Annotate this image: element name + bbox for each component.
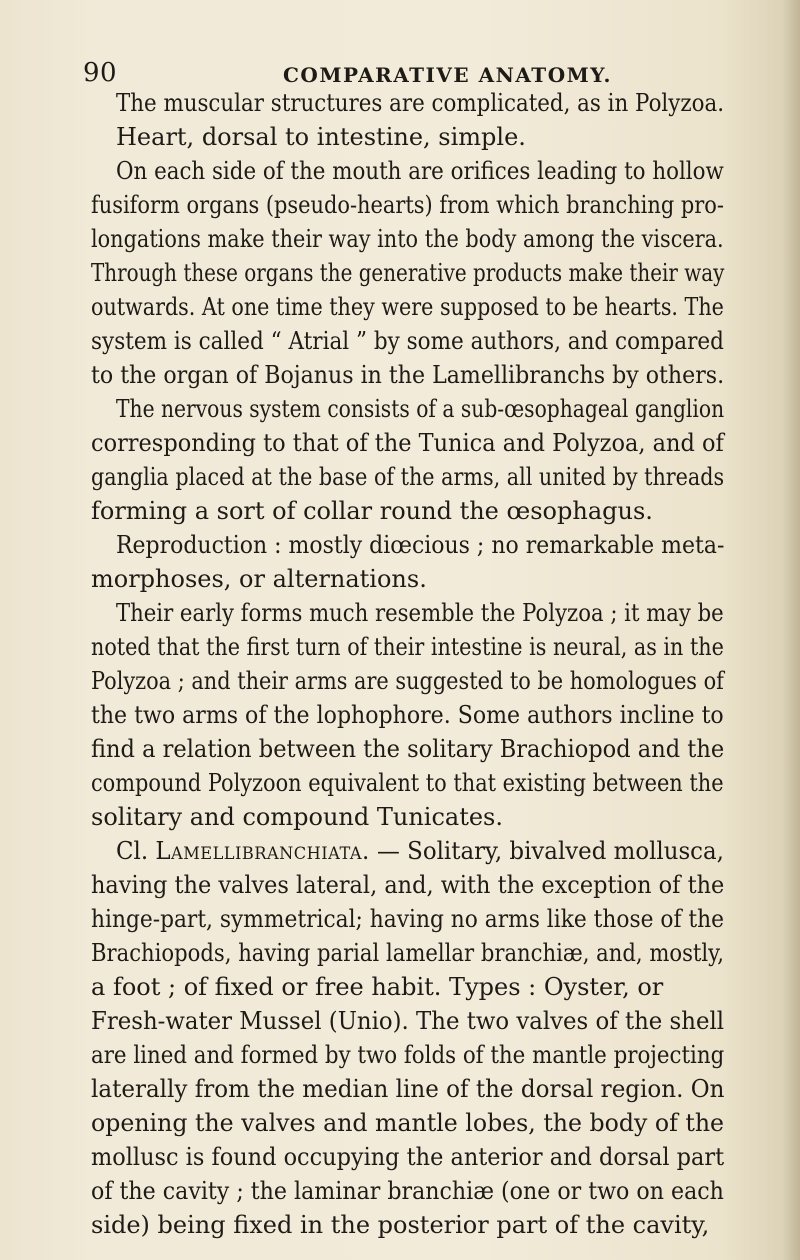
text-line: longations make their way into the body among the viscera. [91,225,724,253]
text-line: opening the valves and mantle lobes, the body of the [91,1109,725,1137]
text-line: a foot ; of fixed or free habit. Types : Oyster, or [91,973,664,1001]
section-heading-line [116,834,724,868]
text-line: side) being fixed in the posterior part of the cavity, [91,1211,710,1239]
running-title: COMPARATIVE ANATOMY. [283,63,612,87]
text-line: to the organ of Bojanus in the Lamellibranchs by others. [91,361,725,389]
text-line: outwards. At one time they were supposed to be hearts. The [91,293,724,321]
text-line: solitary and compound Tunicates. [91,803,503,831]
text-line: Reproduction : mostly diœcious ; no remarkable meta- [116,531,725,559]
text-line: Through these organs the generative products make their way [91,259,725,287]
text-line: compound Polyzoon equivalent to that existing between the [91,769,724,797]
text-line: The muscular structures are complicated, as in Polyzoa. [116,89,724,117]
text-line: forming a sort of collar round the œsophagus. [91,497,653,525]
text-line: Their early forms much resemble the Polyzoa ; it may be [116,599,724,627]
text-line: system is called “ Atrial ” by some authors, and compared [91,327,724,355]
text-line: having the valves lateral, and, with the exception of the [91,871,725,899]
class-name: Lamellibranchiata. [155,837,370,865]
text-line: noted that the first turn of their intestine is neural, as in the [91,633,724,661]
text-line: Fresh-water Mussel (Unio). The two valves of the shell [91,1007,725,1035]
page-edge-shadow [782,0,800,1260]
text-line: are lined and formed by two folds of the mantle projecting [91,1041,725,1069]
text-line: On each side of the mouth are orifices leading to hollow [116,157,724,185]
text-line: fusiform organs (pseudo-hearts) from which branching pro- [91,191,724,219]
text-line: corresponding to that of the Tunica and Polyzoa, and of [91,429,724,457]
text-line: ganglia placed at the base of the arms, all united by threads [91,463,725,491]
text-line: Brachiopods, having parial lamellar branchiæ, and, mostly, [91,939,725,967]
text-line: mollusc is found occupying the anterior and dorsal part [91,1143,725,1171]
text-line: Heart, dorsal to intestine, simple. [116,123,526,151]
text-line: find a relation between the solitary Brachiopod and the [91,735,725,763]
class-description: — Solitary, bivalved mollusca, [369,837,724,865]
class-prefix: Cl. [116,837,156,865]
text-line: Polyzoa ; and their arms are suggested to be homologues of [91,667,724,695]
text-line: The nervous system consists of a sub-œsophageal ganglion [116,395,725,423]
page-number: 90 [83,58,118,88]
text-line: of the cavity ; the laminar branchiæ (one or two on each [91,1177,724,1205]
text-line: hinge-part, symmetrical; having no arms like those of the [91,905,725,933]
text-line: laterally from the median line of the dorsal region. On [91,1075,725,1103]
text-line: morphoses, or alternations. [91,565,427,593]
text-line: the two arms of the lophophore. Some authors incline to [91,701,724,729]
